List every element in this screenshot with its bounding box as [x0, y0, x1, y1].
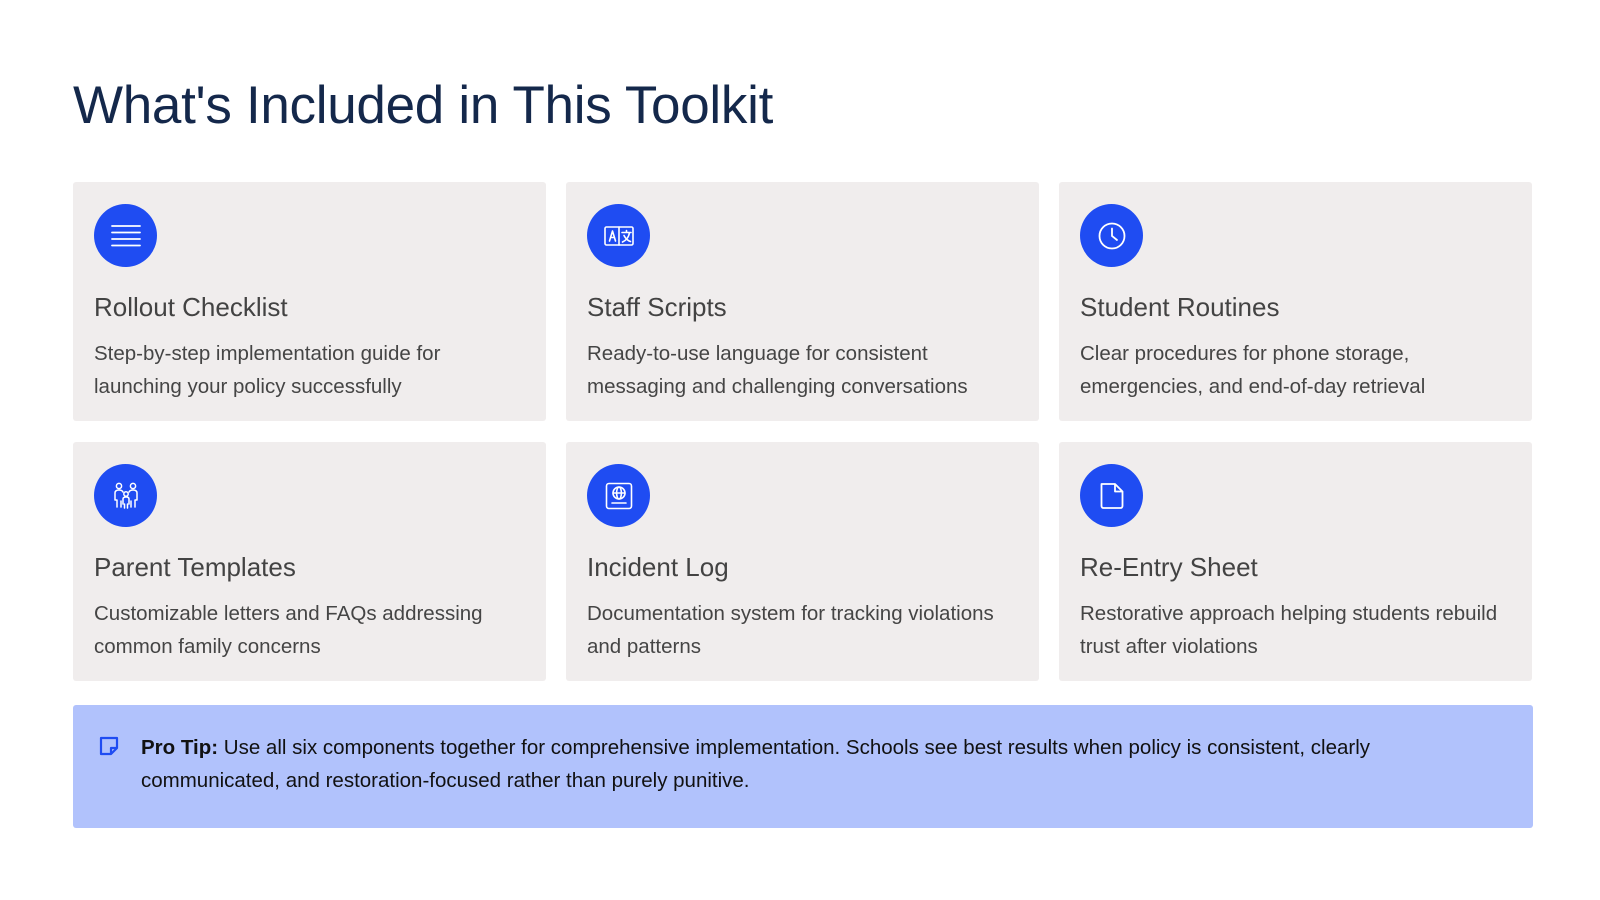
- card-description: Clear procedures for phone storage, emergencies, and end-of-day retrieval: [1080, 342, 1426, 398]
- pro-tip-label: Pro Tip:: [141, 736, 219, 759]
- page-title: What's Included in This Toolkit: [73, 76, 773, 135]
- clock-icon: [1080, 204, 1143, 267]
- pro-tip-body: Use all six components together for comprehensive implementation. Schools see best results when policy is consistent, clearly communicated, and restoration-focused rather than purely punitive.: [141, 736, 1371, 792]
- pro-tip-text: [141, 731, 1493, 797]
- card-parent-templates: [73, 442, 546, 681]
- globe-book-icon: [587, 464, 650, 527]
- pro-tip-callout: [73, 705, 1533, 828]
- card-title: Student Routines: [1080, 292, 1280, 322]
- card-title: Incident Log: [587, 552, 729, 582]
- card-title: Staff Scripts: [587, 292, 727, 322]
- card-description: Customizable letters and FAQs addressing common family concerns: [94, 602, 483, 658]
- translate-icon: [587, 204, 650, 267]
- card-staff-scripts: [566, 182, 1039, 421]
- card-title: Re-Entry Sheet: [1080, 552, 1258, 582]
- card-description: Ready-to-use language for consistent messaging and challenging conversations: [587, 342, 968, 398]
- card-student-routines: [1059, 182, 1532, 421]
- menu-lines-icon: [94, 204, 157, 267]
- card-description: Step-by-step implementation guide for launching your policy successfully: [94, 342, 441, 398]
- card-title: Parent Templates: [94, 552, 296, 582]
- card-description: Documentation system for tracking violations and patterns: [587, 602, 994, 658]
- toolkit-card-grid: [73, 182, 1533, 681]
- document-icon: [1080, 464, 1143, 527]
- card-incident-log: [566, 442, 1039, 681]
- card-description: Restorative approach helping students rebuild trust after violations: [1080, 602, 1498, 658]
- card-rollout-checklist: [73, 182, 546, 421]
- note-icon: [97, 734, 121, 758]
- family-icon: [94, 464, 157, 527]
- card-re-entry-sheet: [1059, 442, 1532, 681]
- card-title: Rollout Checklist: [94, 292, 288, 322]
